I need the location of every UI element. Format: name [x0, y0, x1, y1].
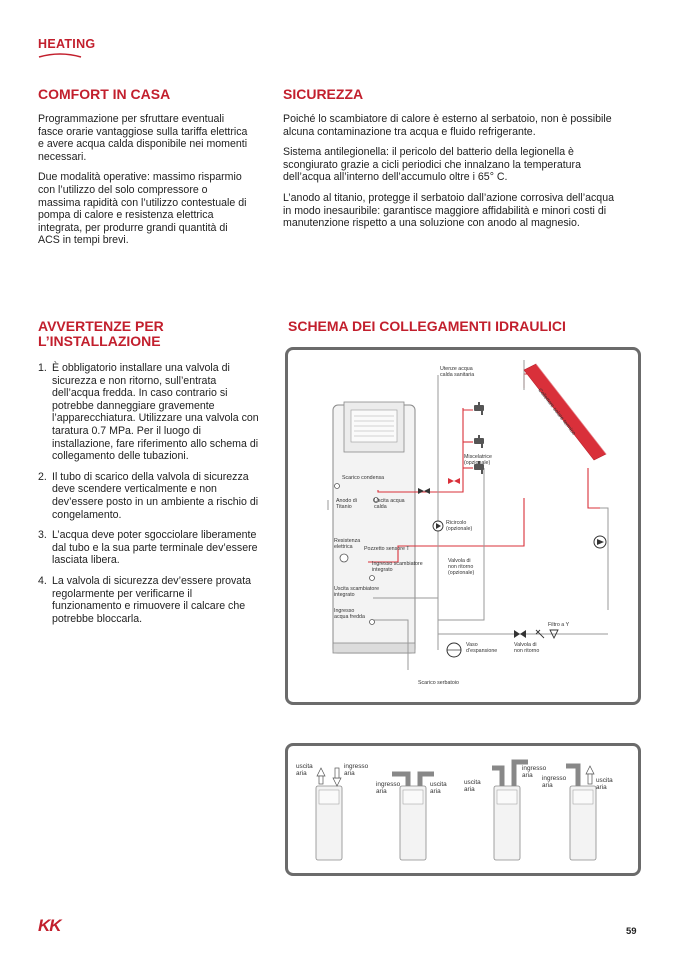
sicurezza-paragraph: Sistema antilegionella: il pericolo del batterio della legionella è scongiurato grazie a cicli periodici che innalzano la temperatura dell’acqua all’interno dell’accumulo oltre i 65° C.: [283, 146, 581, 184]
label-ingresso-fredda: Ingresso: [334, 608, 355, 614]
label-ingresso-aria: aria: [376, 788, 387, 795]
label-collettore: Collettore solare termico: [536, 387, 577, 437]
label-ingresso-scambiatore: integrato: [372, 567, 393, 573]
valve-icon: [418, 488, 430, 494]
label-ingresso-aria: aria: [344, 770, 355, 777]
comfort-paragraph: Due modalità operative: massimo risparmio con l’utilizzo del solo compressore o massima rapidità con l’utilizzo contestuale di pompa di calore e resistenza elettrica integrata, per produrre grandi quantità di ACS in tempi brevi.: [38, 171, 247, 247]
heat-pump-unit: [494, 786, 520, 860]
label-uscita-scambiatore: Uscita scambiatore: [334, 586, 380, 592]
label-uscita-scambiatore: integrato: [334, 592, 355, 598]
label-valvola-non-ritorno: Valvola di: [448, 558, 471, 564]
label-vaso: d’espansione: [466, 648, 498, 654]
arrow-up-icon: [586, 766, 594, 784]
label-uscita-aria: uscita: [296, 763, 313, 770]
sicurezza-paragraph: Poiché lo scambiatore di calore è esterno al serbatoio, non è possibile alcuna contaminazione tra acqua e fluido refrigerante.: [283, 113, 612, 138]
sicurezza-body: [283, 113, 618, 238]
label-ingresso-aria: ingresso: [376, 781, 401, 788]
label-utenze: calda sanitaria: [440, 372, 475, 378]
label-ingresso-aria: aria: [522, 772, 533, 779]
label-anodo: Anodo di: [336, 498, 357, 504]
label-resistenza: Resistenza: [334, 538, 361, 544]
air-duct-diagram-frame: [285, 743, 641, 876]
tap-icon: [474, 435, 484, 448]
hydraulic-diagram-frame: [285, 347, 641, 705]
label-valvola-non-ritorno-b: non ritorno: [514, 648, 540, 654]
label-anodo: Titanio: [336, 504, 352, 510]
avvertenze-title-line1: AVVERTENZE PER: [38, 318, 164, 334]
sicurezza-title: SICUREZZA: [283, 86, 364, 102]
expansion-vessel-icon: [447, 643, 461, 657]
avvertenze-title-line2: L’INSTALLAZIONE: [38, 333, 161, 349]
duct-elbow-icon: [566, 766, 578, 786]
arrow-down-icon: [333, 768, 341, 786]
avvertenze-title: [38, 319, 164, 349]
label-filtro: Filtro a Y: [548, 622, 570, 628]
label-pozzetto: Pozzetto sensore T: [364, 546, 410, 552]
label-uscita-acqua: Uscita acqua: [374, 498, 405, 504]
label-uscita-aria: uscita: [464, 779, 481, 786]
air-duct-diagram: [288, 746, 638, 873]
page-number: 59: [626, 926, 637, 937]
comfort-body: [38, 113, 250, 255]
heat-pump-unit: [400, 786, 426, 860]
label-ingresso-aria: ingresso: [344, 763, 369, 770]
valve-icon: [514, 630, 526, 638]
label-uscita-aria: aria: [296, 770, 307, 777]
label-uscita-aria: aria: [596, 784, 607, 791]
swoosh-decoration: [38, 52, 82, 60]
mixing-valve-icon: [448, 478, 460, 484]
label-ingresso-aria: ingresso: [542, 775, 567, 782]
label-uscita-aria: uscita: [596, 777, 613, 784]
label-valvola-non-ritorno: (opzionale): [448, 570, 475, 576]
heat-pump-unit: [316, 786, 342, 860]
label-uscita-aria: aria: [430, 788, 441, 795]
label-ricircolo: (opzionale): [446, 526, 473, 532]
warning-number: 4.: [38, 574, 47, 587]
label-uscita-aria: uscita: [430, 781, 447, 788]
label-uscita-acqua: calda: [374, 504, 387, 510]
brand-logo: KK: [38, 916, 61, 935]
label-ricircolo: Ricircolo: [446, 520, 467, 526]
arrow-up-icon: [317, 768, 325, 784]
warning-item: [38, 471, 264, 521]
warning-number: 2.: [38, 470, 47, 483]
recirculation-pump-icon: [433, 521, 443, 531]
solar-collector-icon: [524, 364, 606, 460]
comfort-paragraph: Programmazione per sfruttare eventuali fasce orarie vantaggiose sulla tariffa elettrica e avere acqua calda disponibile nei momenti necessari.: [38, 113, 248, 163]
warning-text: L’acqua deve poter sgocciolare liberamente dal tubo e la sua parte terminale dev’essere lasciata libera.: [52, 529, 258, 567]
label-vaso: Vaso: [466, 642, 478, 648]
warning-text: Il tubo di scarico della valvola di sicurezza deve scendere verticalmente e non dev’essere posto in un ambiente a rischio di congelamento.: [52, 470, 259, 521]
schema-title: SCHEMA DEI COLLEGAMENTI IDRAULICI: [288, 318, 566, 334]
label-miscelatrice: Miscelatrice: [464, 454, 492, 460]
warning-number: 1.: [38, 362, 47, 374]
label-ingresso-aria: ingresso: [522, 765, 547, 772]
label-valvola-non-ritorno-b: Valvola di: [514, 642, 537, 648]
sicurezza-paragraph: L’anodo al titanio, protegge il serbatoio dall’azione corrosiva dell’acqua in modo inesauribile: garantisce maggiore affidabilità e minori costi di manutenzione rispetto a una soluzione con anodo al magnesio.: [283, 191, 614, 230]
warning-item: [38, 529, 264, 567]
tap-icon: [474, 402, 484, 415]
label-uscita-aria: aria: [464, 786, 475, 793]
label-ingresso-aria: aria: [542, 782, 553, 789]
warning-item: [38, 362, 264, 463]
label-valvola-non-ritorno: non ritorno: [448, 564, 474, 570]
hydraulic-diagram: [288, 350, 638, 702]
avvertenze-list: [38, 362, 264, 633]
comfort-title: COMFORT IN CASA: [38, 86, 171, 102]
label-utenze: Utenze acqua: [440, 366, 473, 372]
warning-item: [38, 575, 264, 625]
label-ingresso-fredda: acqua fredda: [334, 614, 365, 620]
label-miscelatrice: (opzionale): [464, 460, 491, 466]
label-scarico-condensa: Scarico condensa: [342, 475, 385, 481]
warning-text: La valvola di sicurezza dev’essere provata regolarmente per verificarne il funzionamento e rimuovere il calcare che potrebbe bloccarla.: [52, 574, 252, 625]
heat-pump-unit: [570, 786, 596, 860]
label-ingresso-scambiatore: Ingresso scambiatore: [372, 561, 423, 567]
section-tag: HEATING: [38, 37, 96, 51]
warning-text: È obbligatorio installare una valvola di sicurezza e non ritorno, sull’entrata dell’acqua fredda. In caso contrario si potrebbe danneggiare gravemente l’apparecchiatura. Utilizzare una valvola con taratura 0.7 MPa. Per il luogo di installazione, fare riferimento allo schema di collegamento delle tubazioni.: [52, 362, 259, 463]
warning-number: 3.: [38, 529, 47, 542]
pump-icon: [594, 536, 606, 548]
label-scarico-serbatoio: Scarico serbatoio: [418, 680, 459, 686]
label-resistenza: elettrica: [334, 544, 353, 550]
